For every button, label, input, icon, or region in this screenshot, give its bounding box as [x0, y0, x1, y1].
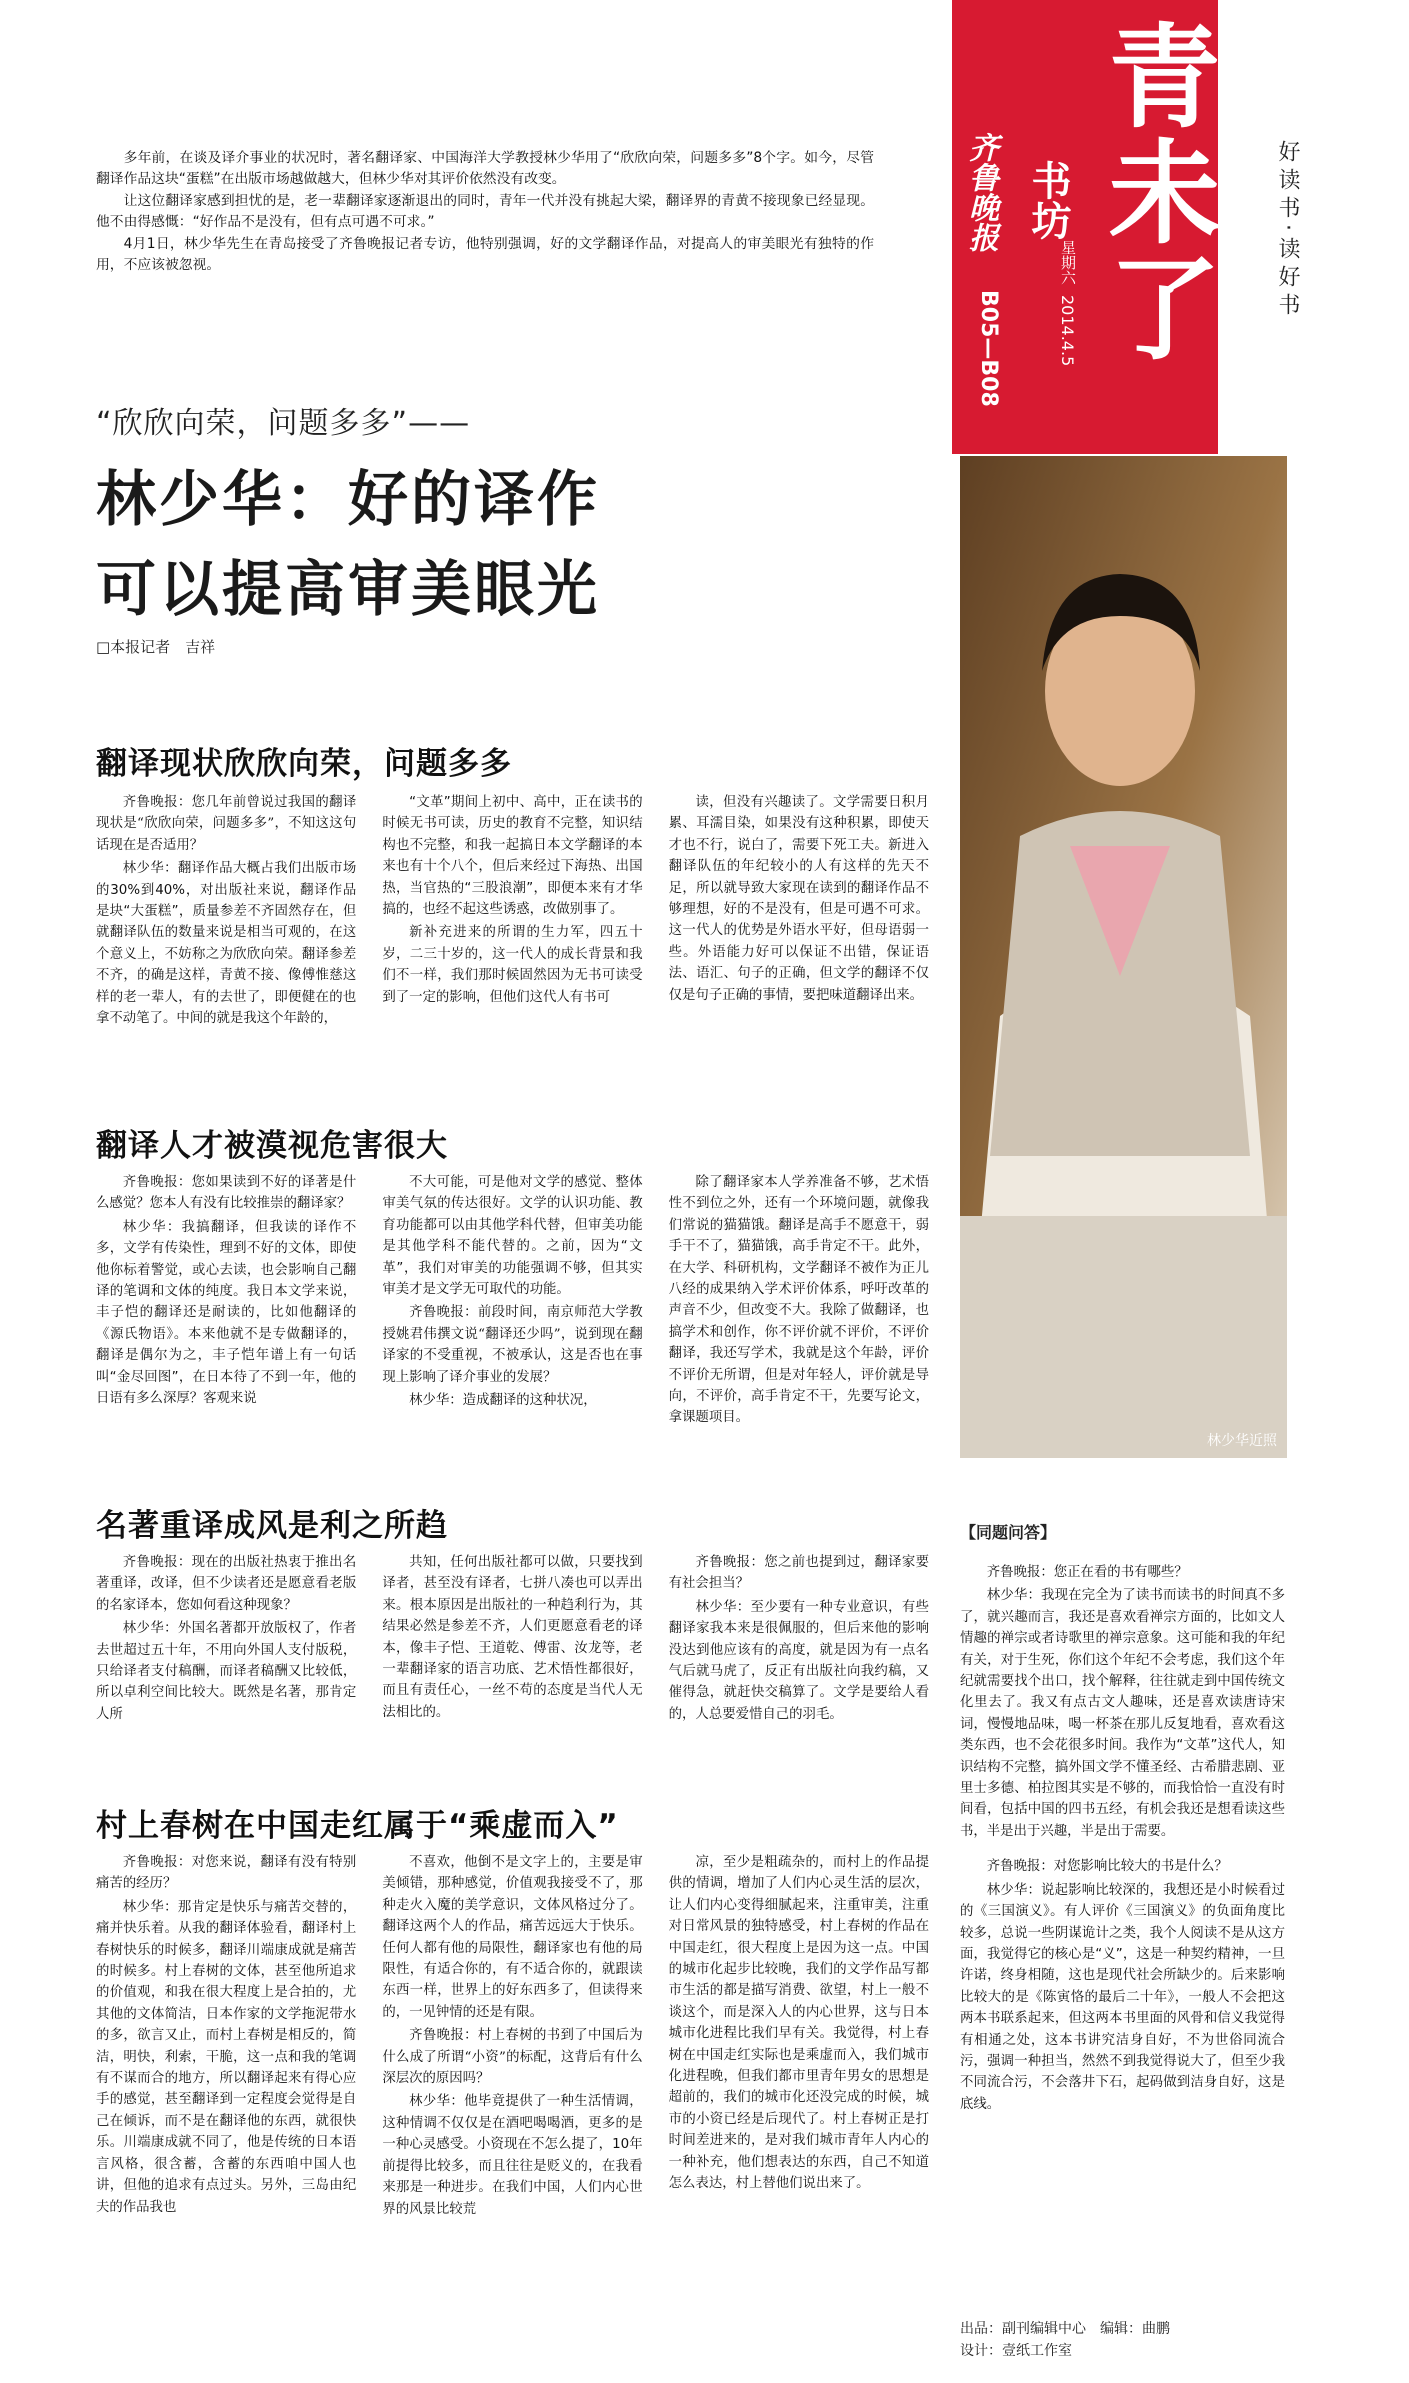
section-body	[96, 1552, 929, 1732]
section-heading: 翻译现状欣欣向荣，问题多多	[96, 746, 512, 782]
intro-paragraph: 多年前，在谈及译介事业的状况时，著名翻译家、中国海洋大学教授林少华用了“欣欣向荣，问题多多”8个字。如今，尽管翻译作品这块“蛋糕”在出版市场越做越大，但林少华对其评价依然没有改变。	[96, 150, 874, 187]
answer: 林少华：说起影响比较深的，我想还是小时候看过的《三国演义》。有人评价《三国演义》的负面角度比较多，总说一些阴谋诡计之类，我个人阅读不是从这方面，我觉得它的核心是“义”，这是一种契约精神，一旦许诺，终身相随，这也是现代社会所缺少的。后来影响比较大的是《陈寅恪的最后二十年》，一般人不会把这两本书联系起来，但这两本书里面的风骨和信义我觉得有相通之处，这本书讲究洁身自好，不为世俗同流合污，强调一种担当，然然不到我觉得说大了，但至少我不同流合污，不会落井下石，起码做到洁身自好，这是底线。	[960, 1882, 1285, 2112]
answer: “文革”期间上初中、高中，正在读书的时候无书可读，历史的教育不完整，知识结构也不完整，和我一起搞日本文学翻译的本来也有十个八个，但后来经过下海热、出国热，当官热的“三股浪潮”，即便本来有才华搞的，也经不起这些诱惑，改做别事了。	[382, 795, 643, 918]
question: 齐鲁晚报：前段时间，南京师范大学教授姚君伟撰文说“翻译还少吗”，说到现在翻译家的不受重视，不被承认，这是否也在事现上影响了译介事业的发展？	[382, 1305, 643, 1385]
section-heading: 名著重译成风是利之所趋	[96, 1508, 448, 1544]
issue-date: 2014.4.5	[1058, 295, 1077, 367]
text-column	[382, 1552, 642, 1732]
question: 齐鲁晚报：现在的出版社热衷于推出名著重译，改译，但不少读者还是愿意看老版的名家译本，您如何看这种现象？	[96, 1555, 357, 1613]
byline: □本报记者 吉祥	[96, 638, 216, 656]
paper-logo: 齐鲁晚报	[963, 132, 998, 252]
text-column	[669, 792, 929, 1182]
answer: 林少华：那肯定是快乐与痛苦交替的，痛并快乐着。从我的翻译体验看，翻译村上春树快乐的时候多，翻译川端康成就是痛苦的时候多。村上春树的文体，甚至他所追求的价值观，和我在很大程度上是合拍的，尤其他的文体简洁，日本作家的文学拖泥带水的多，欲言又止，而村上春树是相反的，简洁，明快，利索，干脆，这一点和我的笔调有不谋而合的地方，所以翻译起来有得心应手的感觉，甚至翻译到一定程度会觉得是自己在倾诉，而不是在翻译他的东西，就很快乐。川端康成就不同了，他是传统的日本语言风格，很含蓄，含蓄的东西咱中国人也讲，但他的追求有点过头。另外，三岛由纪夫的作品我也	[96, 1899, 357, 2215]
intro-text	[96, 148, 874, 277]
answer: 林少华：翻译作品大概占我们出版市场的30%到40%，对出版社来说，翻译作品是块“大蛋糕”，质量参差不齐固然存在，但就翻译队伍的数量来说是相当可观的，在这个意义上，不妨称之为欣欣向荣。翻译参差不齐，的确是这样，青黄不接、像傅惟慈这样的老一辈人，有的去世了，即便健在的也拿不动笔了。中间的就是我这个年龄的，	[96, 861, 357, 1027]
text-column	[382, 1852, 642, 2272]
masthead-title: 青未了	[1090, 18, 1220, 366]
headline-kicker: “欣欣向荣，问题多多”——	[96, 406, 471, 441]
question: 齐鲁晚报：您正在看的书有哪些？	[986, 1565, 1188, 1580]
question: 齐鲁晚报：您如果读到不好的译著是什么感觉？您本人有没有比较推崇的翻译家？	[96, 1175, 357, 1212]
qa-label: 【同题问答】	[960, 1523, 1057, 1542]
portrait-figure	[960, 456, 1287, 1458]
photo-caption: 林少华近照	[1207, 1433, 1277, 1449]
answer: 不大可能，可是他对文学的感觉、整体审美气氛的传达很好。文学的认识功能、教育功能都可以由其他学科代替，但审美功能是其他学科不能代替的。之前，因为“文革”，我们对审美的功能强调不够，但其实审美才是文学无可取代的功能。	[382, 1175, 643, 1298]
text-column	[96, 1552, 356, 1732]
text-column	[382, 1172, 642, 1440]
answer: 凉，至少是粗疏杂的，而村上的作品提供的情调，增加了人们内心灵生活的层次，让人们内心变得细腻起来，注重审美，注重对日常风景的独特感受，村上春树的作品在中国走红，很大程度上是因为这一点。中国的城市化起步比较晚，我们的文学作品写都市生活的都是描写消费、欲望，村上一般不谈这个，而是深入人的内心世界，这与日本城市化进程比我们早有关。我觉得，村上春树在中国走红实际也是乘虚而入，我们城市化进程晚，但我们都市里青年男女的思想是超前的，我们的城市化还没完成的时候，城市的小资已经是后现代了。村上春树正是打时间差进来的，是对我们城市青年人内心的一种补充，他们想表达的东西，自己不知道怎么表达，村上替他们说出来了。	[668, 1855, 929, 2192]
answer: 新补充进来的所谓的生力军，四五十岁，二三十岁的，这一代人的成长背景和我们不一样，我们那时候固然因为无书可读受到了一定的影响，但他们这代人有书可	[382, 925, 643, 1005]
answer: 林少华：我搞翻译，但我读的译作不多，文学有传染性，理到不好的文体，即使他你标着警觉，或心去读，也会影响自己翻译的笔调和文体的纯度。我日本文学来说，丰子恺的翻译还是耐读的，比如他翻译的《源氏物语》。本来他就不是专做翻译的，翻译是偶尔为之，丰子恺年谱上有一句话叫“金尽回图”，在日本待了不到一年，他的日语有多么深厚？客观来说	[96, 1219, 357, 1407]
portrait-photo	[960, 456, 1287, 1458]
answer: 林少华：至少要有一种专业意识，有些翻译家我本来是很佩服的，但后来他的影响没达到他应该有的高度，就是因为有一点名气后就马虎了，反正有出版社向我约稿，又催得急，就赶快交稿算了。文学是要给人看的，人总要爱惜自己的羽毛。	[668, 1599, 929, 1722]
section-heading: 村上春树在中国走红属于“乘虚而入”	[96, 1808, 619, 1844]
question: 齐鲁晚报：对您来说，翻译有没有特别痛苦的经历？	[96, 1855, 357, 1892]
intro-paragraph: 让这位翻译家感到担忧的是，老一辈翻译家逐渐退出的同时，青年一代并没有挑起大梁，翻译界的青黄不接现象已经显现。他不由得感慨：“好作品不是没有，但有点可遇不可求。”	[96, 193, 874, 230]
headline-line-2: 可以提高审美眼光	[96, 555, 600, 625]
masthead-slogan: 好读书·读好书	[1275, 140, 1300, 321]
answer: 不喜欢，他倒不是文字上的，主要是审美倾错，那种感觉，价值观我接受不了，那种走火入魔的美学意识，文体风格过分了。翻译这两个人的作品，痛苦远远大于快乐。任何人都有他的局限性，翻译家也有他的局限性，有适合你的，有不适合你的，就跟读东西一样，世界上的好东西多了，但读得来的，一见钟情的还是有限。	[382, 1855, 643, 2020]
answer: 林少华：造成翻译的这种状况，	[409, 1393, 597, 1409]
text-column	[669, 1852, 929, 2272]
question: 齐鲁晚报：村上春树的书到了中国后为什么成了所谓“小资”的标配，这背后有什么深层次的原因吗？	[382, 2028, 643, 2087]
text-column	[669, 1172, 929, 1440]
answer: 共知，任何出版社都可以做，只要找到译者，甚至没有译者，七拼八凑也可以弄出来。根本原因是出版社的一种趋利行为，其结果必然是参差不齐，人们更愿意看老的译本，像丰子恺、王道乾、傅雷、汝龙等，老一辈翻译家的语言功底、艺术悟性都很好，而且有责任心，一丝不苟的态度是当代人无法相比的。	[382, 1555, 643, 1720]
page-range: B05—B08	[976, 290, 1001, 407]
question: 齐鲁晚报：您之前也提到过，翻译家要有社会担当？	[668, 1555, 929, 1592]
question: 齐鲁晚报：对您影响比较大的书是什么？	[986, 1859, 1228, 1875]
credits-line: 设计：壹纸工作室	[960, 2343, 1072, 2359]
answer: 林少华：我现在完全为了读书而读书的时间真不多了，就兴趣而言，我还是喜欢看禅宗方面的，比如文人情趣的禅宗或者诗歌里的禅宗意象。这可能和我的年纪有关，对于生死，你们这个年纪不会考虑，我们这个年纪就需要找个出口，找个解释，往往就走到中国传统文化里去了。我又有点古文人趣味，还是喜欢读唐诗宋词，慢慢地品味，喝一杯茶在那儿反复地看，喜欢看这类东西，也不会花很多时间。我作为“文革”这代人，知识结构不完整，搞外国文学不懂圣经、古希腊悲剧、亚里士多德、柏拉图其实是不够的，而我恰恰一直没有时间看，包括中国的四书五经，有机会我还是想看读这些书，半是出于兴趣，半是出于需要。	[960, 1588, 1285, 1839]
headline-line-1: 林少华：好的译作	[96, 465, 600, 535]
credits	[960, 2318, 1170, 2362]
weekday: 星期六	[1059, 240, 1077, 285]
credits-line: 出品：副刊编辑中心 编辑：曲鹏	[960, 2321, 1170, 2337]
section-body	[96, 1172, 929, 1440]
text-column	[96, 1172, 356, 1440]
answer: 除了翻译家本人学养准备不够，艺术悟性不到位之外，还有一个环境问题，就像我们常说的猫猫饿。翻译是高手不愿意干，弱手干不了，猫猫饿，高手肯定不干。此外，在大学、科研机构，文学翻译不被作为正儿八经的成果纳入学术评价体系，呼吁改革的声音不少，但改变不大。我除了做翻译，也搞学术和创作，你不评价就不评价，不评价翻译，我还写学术，我就是这个年龄，评价不评价无所谓，但是对年轻人，评价就是导向，不评价，高手肯定不干，先要写论文，拿课题项目。	[668, 1175, 929, 1426]
intro-paragraph: 4月1日，林少华先生在青岛接受了齐鲁晚报记者专访，他特别强调，好的文学翻译作品，对提高人的审美眼光有独特的作用，不应该被忽视。	[96, 236, 874, 273]
answer: 读，但没有兴趣读了。文学需要日积月累、耳濡目染，如果没有这种积累，即使天才也不行，说白了，需要下死工夫。新进入翻译队伍的年纪较小的人有这样的先天不足，所以就导致大家现在读到的翻译作品不够理想，好的不是没有，但是可遇不可求。这一代人的优势是外语水平好，但母语弱一些。外语能力好可以保证不出错，保证语法、语汇、句子的正确，但文学的翻译不仅仅是句子正确的事情，要把味道翻译出来。	[668, 795, 929, 1003]
text-column	[669, 1552, 929, 1732]
answer: 林少华：他毕竟提供了一种生活情调，这种情调不仅仅是在酒吧喝喝酒，更多的是一种心灵感受。小资现在不怎么提了，10年前提得比较多，而且往往是贬义的，在我看来那是一种进步。在我们中国，人们内心世界的风景比较荒	[382, 2094, 643, 2217]
qa-body	[960, 1562, 1285, 2172]
section-heading: 翻译人才被漠视危害很大	[96, 1128, 448, 1164]
text-column	[96, 1852, 356, 2272]
section-body	[96, 1852, 929, 2272]
answer: 林少华：外国名著都开放版权了，作者去世超过五十年，不用向外国人支付版税，只给译者支付稿酬，而译者稿酬又比较低，所以卓利空间比较大。既然是名著，那肯定人所	[96, 1621, 357, 1722]
section-name: 书坊	[1025, 160, 1071, 240]
question: 齐鲁晚报：您几年前曾说过我国的翻译现状是“欣欣向荣，问题多多”，不知这这句话现在是否适用？	[96, 795, 357, 853]
